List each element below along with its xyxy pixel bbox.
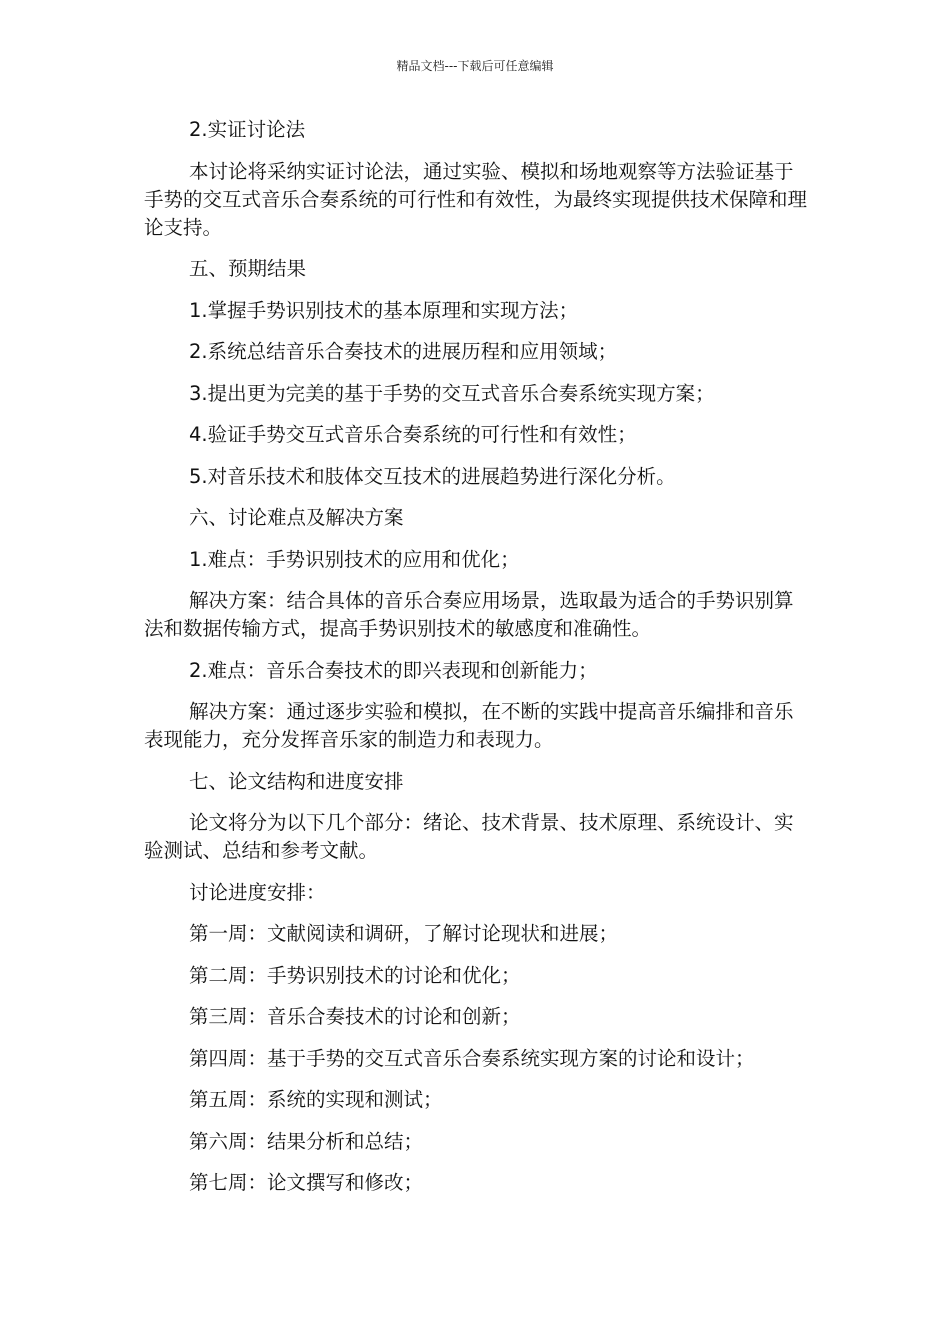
list-item: 2.难点：音乐合奏技术的即兴表现和创新能力；: [189, 658, 598, 682]
paragraph-solution: 解决方案：通过逐步实验和模拟，在不断的实践中提高音乐编排和音乐表现能力，充分发挥音乐家的制造力和表现力。: [144, 700, 794, 751]
schedule-item: 第三周：音乐合奏技术的讨论和创新；: [189, 1005, 521, 1028]
list-item: 2.系统总结音乐合奏技术的进展历程和应用领域；: [189, 340, 618, 363]
paragraph-structure: 论文将分为以下几个部分：绪论、技术背景、技术原理、系统设计、实验测试、总结和参考文献。: [144, 811, 794, 862]
paragraph-solution: 解决方案：结合具体的音乐合奏应用场景，选取最为适合的手势识别算法和数据传输方式，提高手势识别技术的敏感度和准确性。: [144, 589, 794, 640]
schedule-item: 第六周：结果分析和总结；: [189, 1129, 424, 1153]
schedule-item: 第一周：文献阅读和调研，了解讨论现状和进展；: [189, 922, 619, 945]
schedule-item: 第二周：手势识别技术的讨论和优化；: [189, 963, 521, 987]
section-heading-structure-schedule: 七、论文结构和进度安排: [189, 769, 404, 793]
list-item: 5.对音乐技术和肢体交互技术的进展趋势进行深化分析。: [189, 464, 676, 488]
paragraph-method-description: 本讨论将采纳实证讨论法，通过实验、模拟和场地观察等方法验证基于手势的交互式音乐合奏系统的可行性和有效性，为最终实现提供技术保障和理论支持。: [144, 159, 808, 239]
list-item: 1.掌握手势识别技术的基本原理和实现方法；: [189, 298, 579, 322]
schedule-item: 第四周：基于手势的交互式音乐合奏系统实现方案的讨论和设计；: [189, 1046, 755, 1070]
list-item: 1.难点：手势识别技术的应用和优化；: [189, 547, 520, 571]
schedule-item: 第七周：论文撰写和修改；: [189, 1171, 424, 1194]
section-heading-method: 2.实证讨论法: [189, 118, 306, 141]
section-heading-difficulties: 六、讨论难点及解决方案: [189, 506, 404, 529]
document-body: [144, 116, 808, 1211]
page-header: 精品文档---下载后可任意编辑: [396, 59, 554, 73]
schedule-item: 第五周：系统的实现和测试；: [189, 1088, 443, 1111]
list-item: 4.验证手势交互式音乐合奏系统的可行性和有效性；: [189, 423, 637, 446]
list-item: 3.提出更为完美的基于手势的交互式音乐合奏系统实现方案；: [189, 381, 715, 405]
schedule-heading: 讨论进度安排：: [189, 880, 326, 904]
section-heading-expected-results: 五、预期结果: [189, 257, 307, 280]
